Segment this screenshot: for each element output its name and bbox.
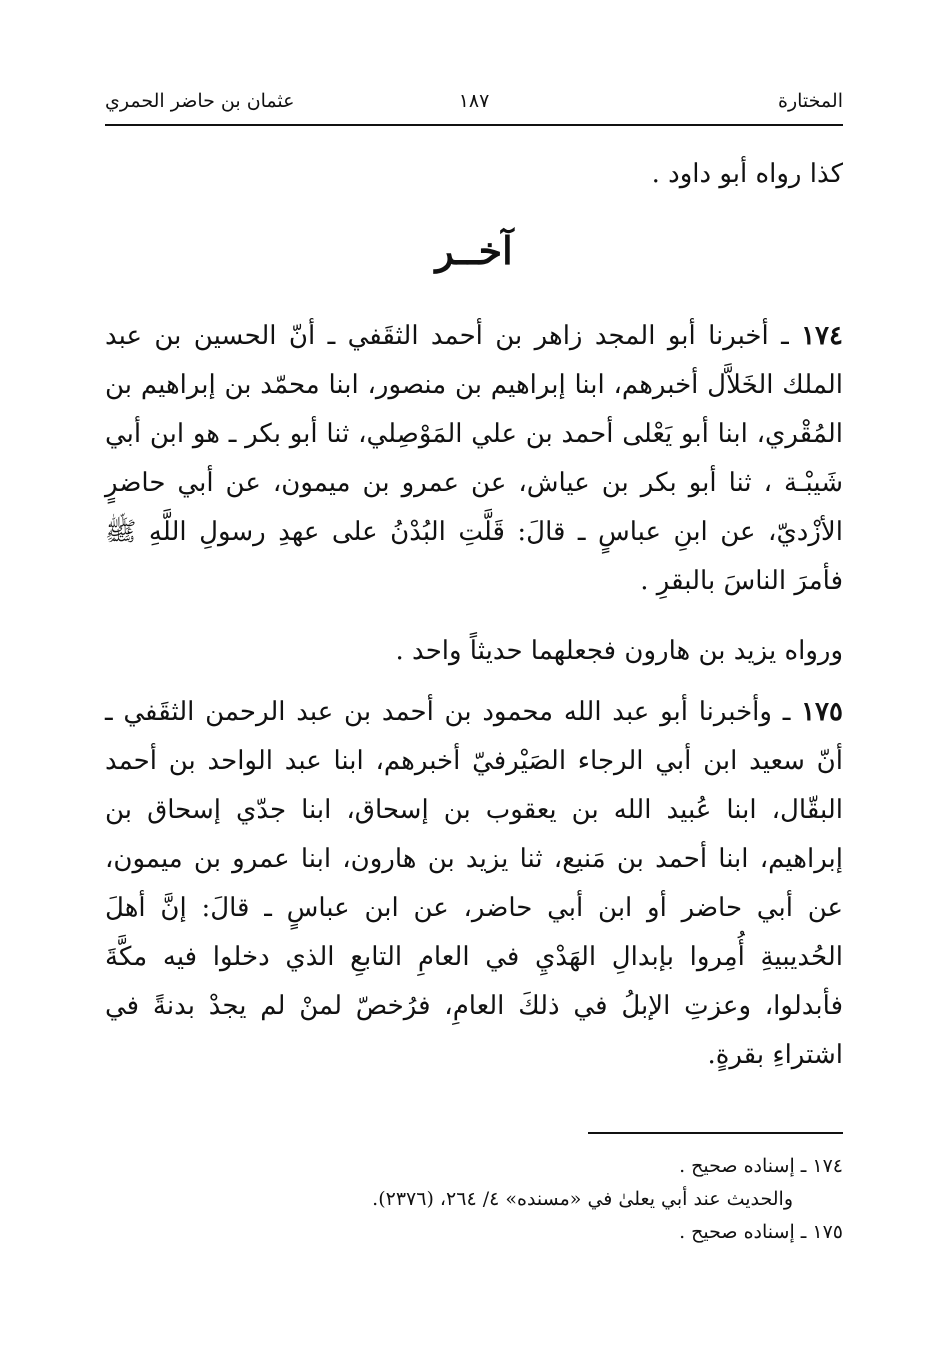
hadith-174 xyxy=(105,312,843,606)
chapter-title: عثمان بن حاضر الحمري xyxy=(105,90,295,112)
book-title: المختارة xyxy=(778,90,843,112)
footnote-174-reference: والحديث عند أبي يعلىٰ في «مسنده» ٤/ ٢٦٤، (٢٣٧٦). xyxy=(372,1188,793,1210)
intro-line: كذا رواه أبو داود . xyxy=(651,159,843,189)
hadith-175 xyxy=(105,688,843,1080)
hadith-number: ١٧٤ xyxy=(801,321,843,351)
footnote-divider xyxy=(588,1132,843,1134)
hadith-174-note: ورواه يزيد بن هارون فجعلهما حديثاً واحد . xyxy=(395,636,843,666)
footnotes xyxy=(105,1150,843,1249)
footnote-174: ١٧٤ ـ إسناده صحيح . xyxy=(679,1155,843,1177)
page-number: ١٨٧ xyxy=(458,90,490,112)
footnote-175: ١٧٥ ـ إسناده صحيح . xyxy=(679,1221,843,1243)
hadith-text: ـ أخبرنا أبو المجد زاهر بن أحمد الثقَفي ـ أنّ الحسين بن عبد الملك الخَلاَّل أخبرهم، ابنا إبراهيم بن منصور، ابنا محمّد بن إبراهيم بن المُقْري، ابنا أبو يَعْلى أحمد بن علي المَوْصِلي، ثنا أبو بكر ـ هو ابن أبي شَيبْـة ، ثنا أبو بكر بن عياش، عن عمرو بن ميمون، عن أبي حاضرٍ الأزْديّ، عن ابنِ عباسٍ ـ قالَ: قَلَّتِ البُدْنُ على عهدِ رسولِ اللَّهِ ﷺ فأمرَ الناسَ بالبقرِ . xyxy=(105,321,843,596)
hadith-number: ١٧٥ xyxy=(801,697,843,727)
page-header xyxy=(105,84,843,126)
hadith-text: ـ وأخبرنا أبو عبد الله محمود بن أحمد بن عبد الرحمن الثقَفي ـ أنّ سعيد ابن أبي الرجاء الصَيْرفيّ أخبرهم، ابنا عبد الواحد بن أحمد البقّال، ابنا عُبيد الله بن يعقوب بن إسحاق، ابنا جدّي إسحاق بن إبراهيم، ابنا أحمد بن مَنيع، ثنا يزيد بن هارون، ابنا عمرو بن ميمون، عن أبي حاضر أو ابن أبي حاضر، عن ابن عباسٍ ـ قالَ: إنَّ أهلَ الحُديبيةِ أُمِروا بإبدالِ الهَدْيِ في العامِ التابعِ الذي دخلوا فيه مكَّةَ فأبدلوا، وعزتِ الإبلُ في ذلكَ العامِ، فرُخصّ لمنْ لم يجدْ بدنةً في اشتراءِ بقرةٍ. xyxy=(105,697,843,1070)
section-title: آخــر xyxy=(435,228,513,273)
